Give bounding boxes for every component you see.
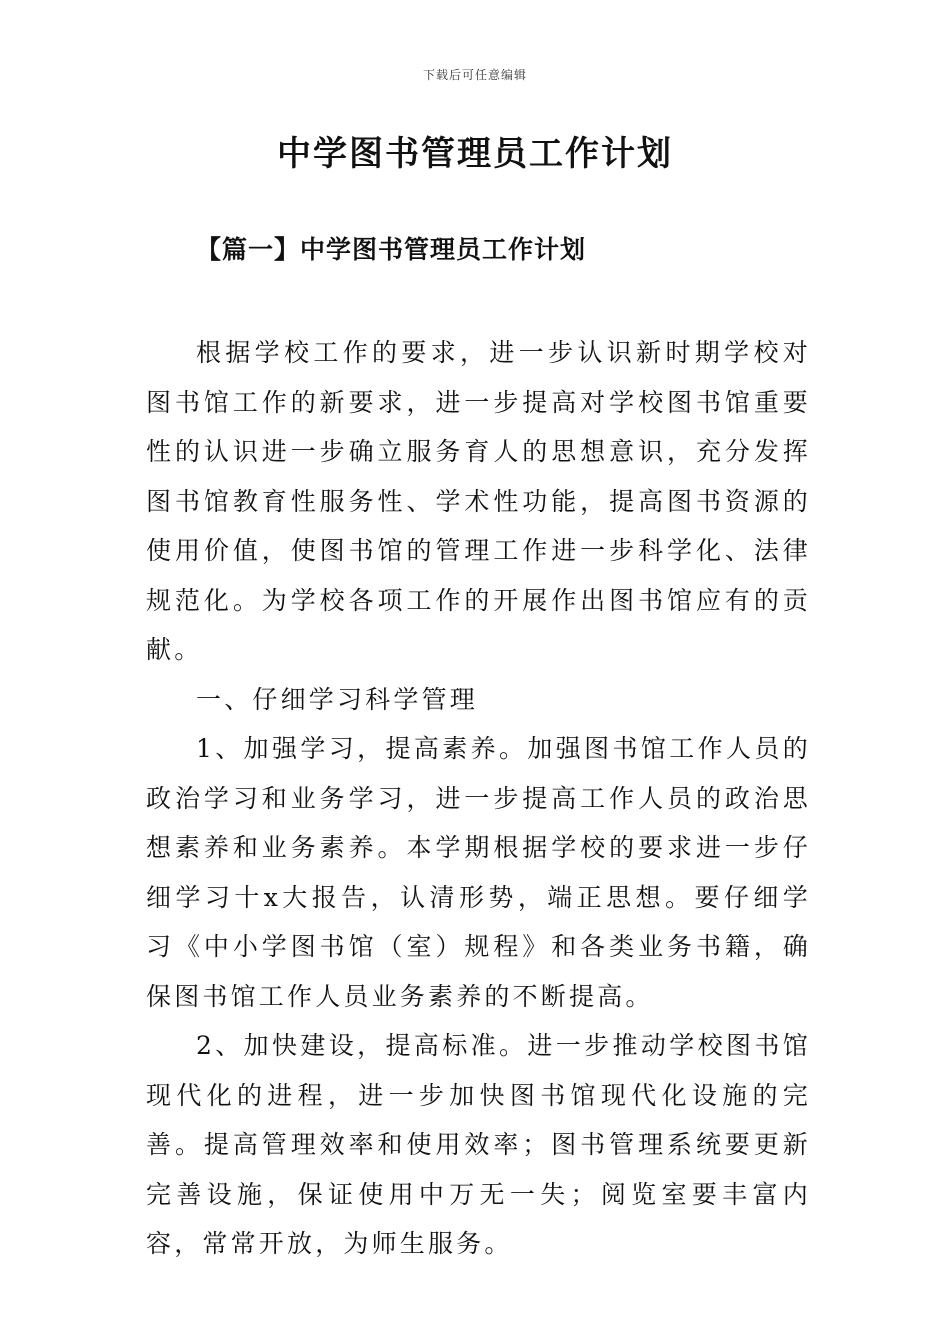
paragraph-heading-1: 一、仔细学习科学管理 — [196, 684, 479, 714]
document-body — [146, 328, 811, 1269]
paragraph-item-2: 2、加快建设，提高标准。进一步推动学校图书馆现代化的进程，进一步加快图书馆现代化设施的完善。提高管理效率和使用效率；图书管理系统要更新完善设施，保证使用中万无一失；阅览室要丰富内容，常常开放，为师生服务。 — [146, 1031, 811, 1258]
paragraph-intro: 根据学校工作的要求，进一步认识新时期学校对图书馆工作的新要求，进一步提高对学校图书馆重要性的认识进一步确立服务育人的思想意识，充分发挥图书馆教育性服务性、学术性功能，提高图书资源的使用价值，使图书馆的管理工作进一步科学化、法律规范化。为学校各项工作的开展作出图书馆应有的贡献。 — [146, 338, 811, 664]
header-note: 下载后可任意编辑 — [422, 68, 527, 82]
section-subtitle: 【篇一】中学图书管理员工作计划 — [196, 235, 587, 264]
paragraph-item-1: 1、加强学习，提高素养。加强图书馆工作人员的政治学习和业务学习，进一步提高工作人员的政治思想素养和业务素养。本学期根据学校的要求进一步仔细学习十x大报告，认清形势，端正思想。要仔细学习《中小学图书馆（室）规程》和各类业务书籍，确保图书馆工作人员业务素养的不断提高。 — [146, 734, 811, 1011]
document-title: 中学图书管理员工作计划 — [277, 134, 673, 174]
